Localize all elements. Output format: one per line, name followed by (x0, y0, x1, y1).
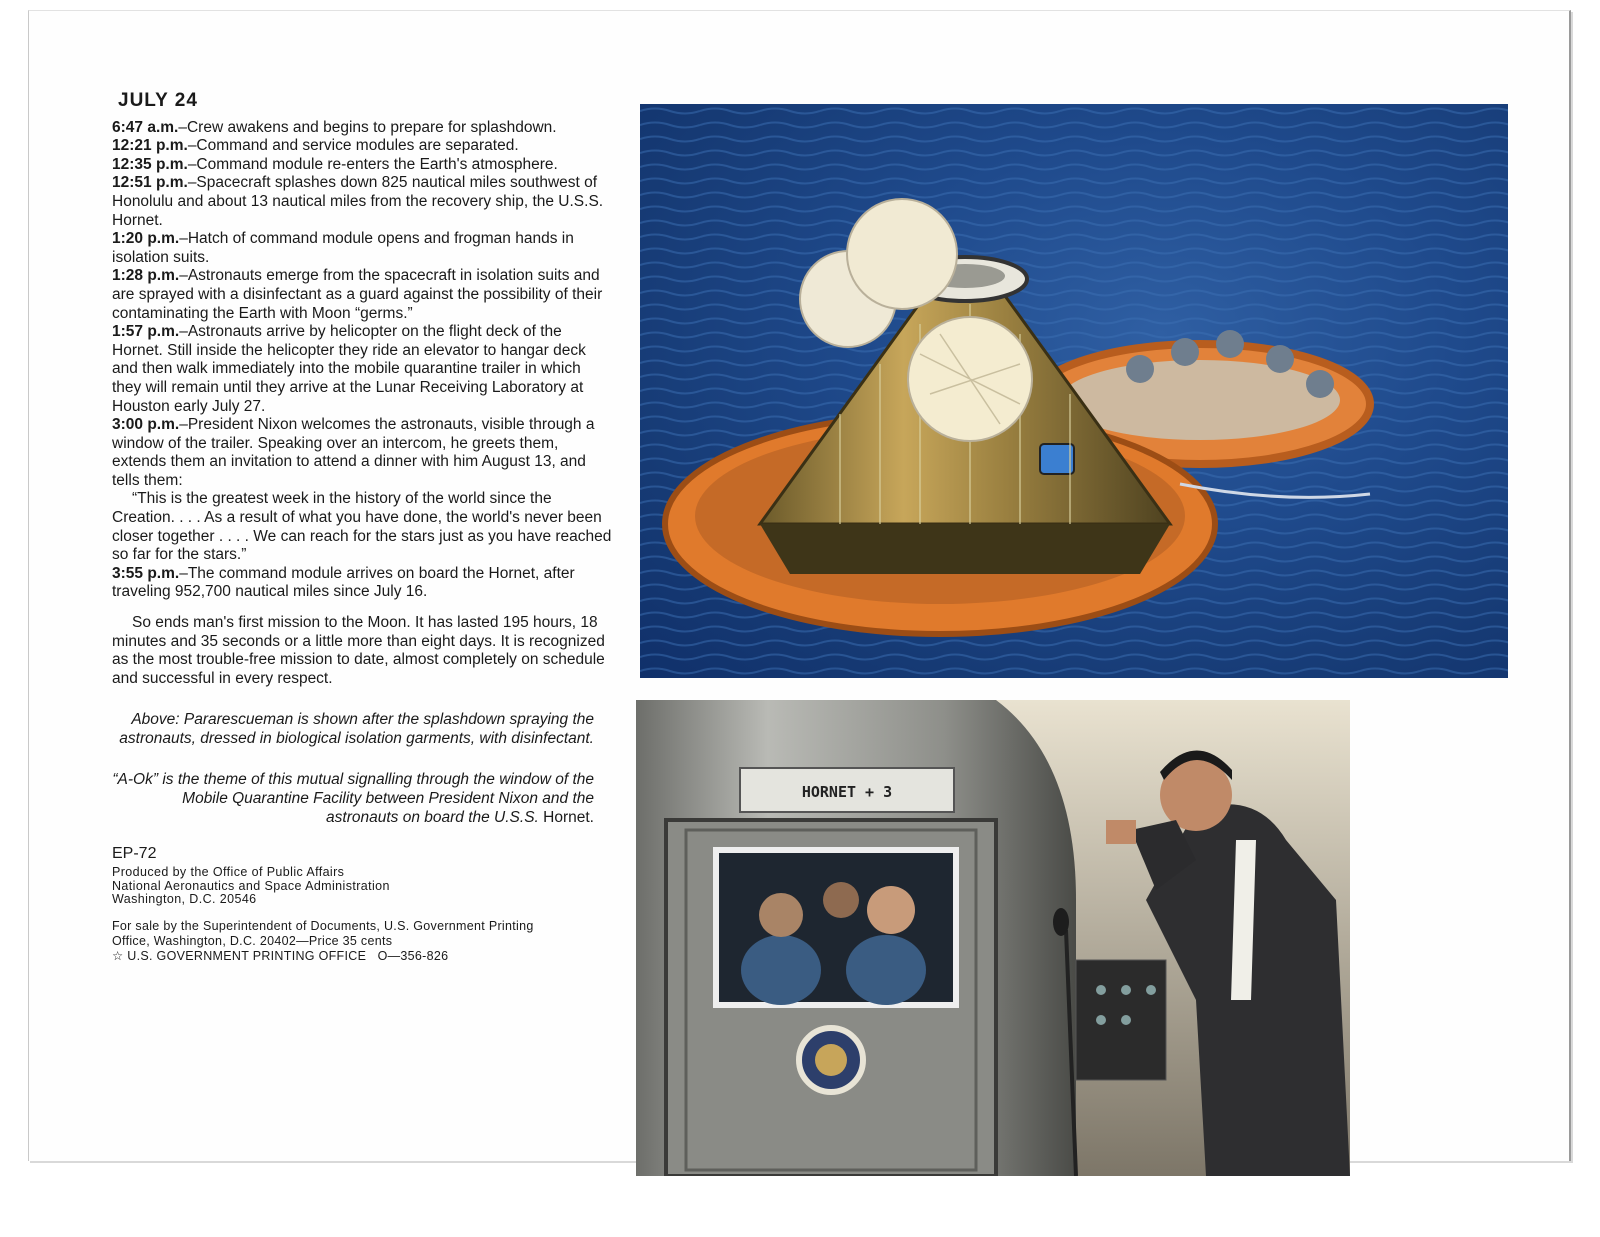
entry-time: 12:51 p.m. (112, 174, 188, 192)
entry-text: –Astronauts emerge from the spacecraft in isolation suits and are sprayed with a disinfectant as a guard against the possibility of their contaminating the Earth with Moon “germs.” (112, 267, 603, 322)
entry-time: 1:20 p.m. (112, 230, 180, 248)
caption-aok (112, 770, 594, 827)
gpo-line (112, 949, 612, 964)
text-column (112, 92, 612, 964)
entry-text: –Hatch of command module opens and frogman hands in isolation suits. (112, 230, 574, 266)
entry-text: –President Nixon welcomes the astronauts, visible through a window of the trailer. Speaking over an intercom, he greets them, extends them an invitation to attend a dinner with him August 13, and tells them: (112, 416, 595, 489)
entry-text: –Command module re-enters the Earth's atmosphere. (187, 155, 558, 173)
gpo-number: O—356-826 (377, 948, 449, 963)
credits-line: Produced by the Office of Public Affairs (112, 865, 345, 879)
hornet-sign-text: HORNET + 3 (801, 783, 893, 801)
entry-text: –Astronauts arrive by helicopter on the flight deck of the Hornet. Still inside the helicopter they ride an elevator to hangar deck and then walk immediately into the mobile quarantine trailer in which they will remain until they arrive at the Lunar Receiving Laboratory at Houston early July 27. (112, 323, 586, 415)
timeline-entry (112, 174, 612, 230)
entry-time: 3:55 p.m. (112, 564, 180, 582)
entry-time: 3:00 p.m. (112, 416, 180, 434)
sale-line: For sale by the Superintendent of Documents, U.S. Government Printing (112, 918, 534, 933)
entry-time: 12:35 p.m. (112, 155, 188, 173)
timeline-entry (112, 565, 612, 602)
credits-line: Washington, D.C. 20546 (112, 892, 257, 906)
quarantine-photo (636, 700, 1350, 1176)
sale-line: Office, Washington, D.C. 20402—Price 35 cents (112, 933, 393, 948)
mission-summary: So ends man's first mission to the Moon. It has lasted 195 hours, 18 minutes and 35 seconds or a little more than eight days. It is recognized as the most trouble-free mission to date, almost completely on schedule and successful in every respect. (112, 614, 605, 687)
timeline-entry (112, 267, 612, 323)
credits-line: National Aeronautics and Space Administration (112, 878, 390, 893)
credits-block (112, 866, 612, 907)
timeline-entry (112, 119, 612, 138)
splashdown-illustration (640, 104, 1508, 678)
caption-ship-name: Hornet. (543, 809, 594, 827)
entry-time: 6:47 a.m. (112, 118, 179, 136)
entry-time: 12:21 p.m. (112, 137, 188, 155)
caption-splashdown: Above: Pararescueman is shown after the splashdown spraying the astronauts, dressed in biological isolation garments, with disinfectant. (119, 711, 594, 748)
entry-time: 1:57 p.m. (112, 323, 180, 341)
splashdown-photo (640, 104, 1508, 678)
entry-text: –Spacecraft splashes down 825 nautical miles southwest of Honolulu and about 13 nautical miles from the recovery ship, the U.S.S. Hornet. (112, 174, 604, 229)
timeline-entry (112, 156, 612, 175)
entry-time: 1:28 p.m. (112, 267, 180, 285)
quarantine-illustration (636, 700, 1350, 1176)
timeline-entry (112, 137, 612, 156)
timeline-entry (112, 416, 612, 490)
caption-aok-text: “A-Ok” is the theme of this mutual signalling through the window of the Mobile Quarantine Facility between President Nixon and the astronauts on board the U.S.S. (112, 771, 594, 827)
entry-text: –Crew awakens and begins to prepare for splashdown. (178, 118, 557, 136)
entry-text: –The command module arrives on board the Hornet, after traveling 952,700 nautical miles since July 16. (112, 564, 575, 601)
timeline-entry (112, 230, 612, 267)
gpo-label: ☆ U.S. GOVERNMENT PRINTING OFFICE (112, 948, 367, 963)
sale-block (112, 919, 612, 964)
date-heading: JULY 24 (118, 90, 198, 111)
timeline-entry (112, 323, 612, 416)
entry-text: –Command and service modules are separated. (187, 137, 519, 155)
nixon-quote: “This is the greatest week in the history of the world since the Creation. . . . As a result of what you have done, the world's never been closer together . . . . We can reach for the stars just as you have reached so far for the stars.” (112, 490, 612, 564)
document-code: EP-72 (112, 845, 157, 863)
